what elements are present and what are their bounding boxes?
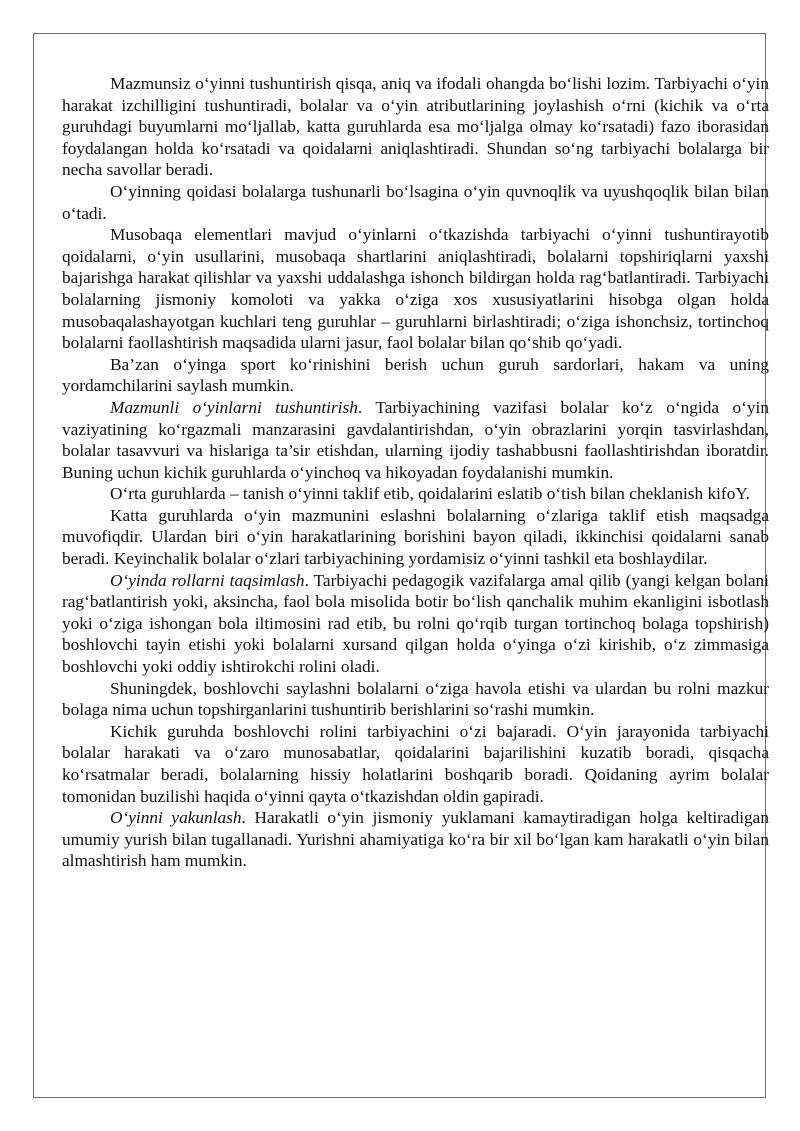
paragraph: Musobaqa elementlari mavjud o‘yinlarni o‘tkazishda tarbiyachi o‘yinni tushuntirayotib qoidalarni, o‘yin usullarini, musobaqa shartlarini aniqlashtiradi, bolalarni topshiriqlarni yaxshi bajarishga harakat qilishlar va yaxshi uddalashga ishonch bildirgan holda rag‘batlantiradi. Tarbiyachi bolalarning jismoniy komoloti va yakka o‘ziga xos xususiyatlarini hisobga olgan holda musobaqalashayotgan kuchlari teng guruhlar – guruhlarni birlashtiradi; o‘ziga ishonchsiz, tortinchoq bolalarni faollashtirish maqsadida ularni jasur, faol bolalar bilan qo‘shib qo‘yadi. [62,225,769,353]
paragraph: Mazmunli o‘yinlarni tushuntirish. Tarbiyachining vazifasi bolalar ko‘z o‘ngida o‘yin vaziyatining ko‘rgazmali manzarasini gavdalantirishdan, o‘yin obrazlarini yorqin tasvirlashdan, bolalar tasavvuri va hislariga ta’sir etishdan, ularning ijodiy tashabbusni faollashtirishdan iboratdir. Buning uchun kichik guruhlarda o‘yinchoq va hikoyadan foydalanishi mumkin. [62,397,769,482]
paragraph: O‘yinda rollarni taqsimlash. Tarbiyachi pedagogik vazifalarga amal qilib (yangi kelgan bolani rag‘batlantirish yoki, aksincha, faol bola misolida botir bo‘lish qanchalik muhim ekanligini isbotlash yoki o‘ziga ishongan bola iltimosini rad etib, bu rolni qo‘rqib turgan tortinchoq bolaga topshirish) boshlovchi tayin etishi yoki bolalarni xursand qilgan holda o‘yinga o‘zi kirishib, o‘z zimmasiga boshlovchi yoki oddiy ishtirokchi rolini oladi. [62,570,769,677]
paragraph-heading: Mazmunli o‘yinlarni tushuntirish [110,397,358,417]
paragraph: Kichik guruhda boshlovchi rolini tarbiyachini o‘zi bajaradi. O‘yin jarayonida tarbiyachi bolalar harakati va o‘zaro munosabatlar, qoidalarini bajarilishini kuzatib boradi, qisqacha ko‘rsatmalar beradi, bolalarning hissiy holatlarini boshqarib boradi. Qoidaning ayrim bolalar tomonidan buzilishi haqida o‘yinni qayta o‘tkazishdan oldin gapiradi. [62,721,769,806]
paragraph: O‘yinning qoidasi bolalarga tushunarli bo‘lsagina o‘yin quvnoqlik va uyushqoqlik bilan bilan o‘tadi. [62,181,769,223]
paragraph: O‘yinni yakunlash. Harakatli o‘yin jismoniy yuklamani kamaytiradigan holga keltiradigan umumiy yurish bilan tugallanadi. Yurishni ahamiyatiga ko‘ra bir xil bo‘lgan kam harakatli o‘yin bilan almashtirish ham mumkin. [62,808,769,871]
document-body [62,73,769,872]
paragraph: Katta guruhlarda o‘yin mazmunini eslashni bolalarning o‘zlariga taklif etish maqsadga muvofiqdir. Ulardan biri o‘yin harakatlarining borishini bayon qiladi, ikkinchisi qoidalarni sanab beradi. Keyinchalik bolalar o‘zlari tarbiyachining yordamisiz o‘yinni tashkil eta boshlaydilar. [62,505,769,569]
paragraph: Ba’zan o‘yinga sport ko‘rinishini berish uchun guruh sardorlari, hakam va uning yordamchilarini saylash mumkin. [62,354,769,396]
paragraph: Shuningdek, boshlovchi saylashni bolalarni o‘ziga havola etishi va ulardan bu rolni mazkur bolaga nima uchun topshirganlarini tushuntirib berishlarini so‘rashi mumkin. [62,678,769,720]
paragraph-heading: O‘yinda rollarni taqsimlash [110,570,305,590]
paragraph-heading: O‘yinni yakunlash [110,808,242,828]
paragraph: O‘rta guruhlarda – tanish o‘yinni taklif etib, qoidalarini eslatib o‘tish bilan cheklanish kifoY. [110,484,750,504]
paragraph: Mazmunsiz o‘yinni tushuntirish qisqa, aniq va ifodali ohangda bo‘lishi lozim. Tarbiyachi o‘yin harakat izchilligini tushuntiradi, bolalar va o‘yin atributlarining joylashish o‘rni (kichik va o‘rta guruhdagi buyumlarni mo‘ljallab, katta guruhlarda esa mo‘ljalga olmay ko‘rsatadi) fazo iborasidan foydalangan holda ko‘rsatadi va qoidalarni aniqlashtiradi. Shundan so‘ng tarbiyachi bolalarga bir necha savollar beradi. [62,74,769,180]
